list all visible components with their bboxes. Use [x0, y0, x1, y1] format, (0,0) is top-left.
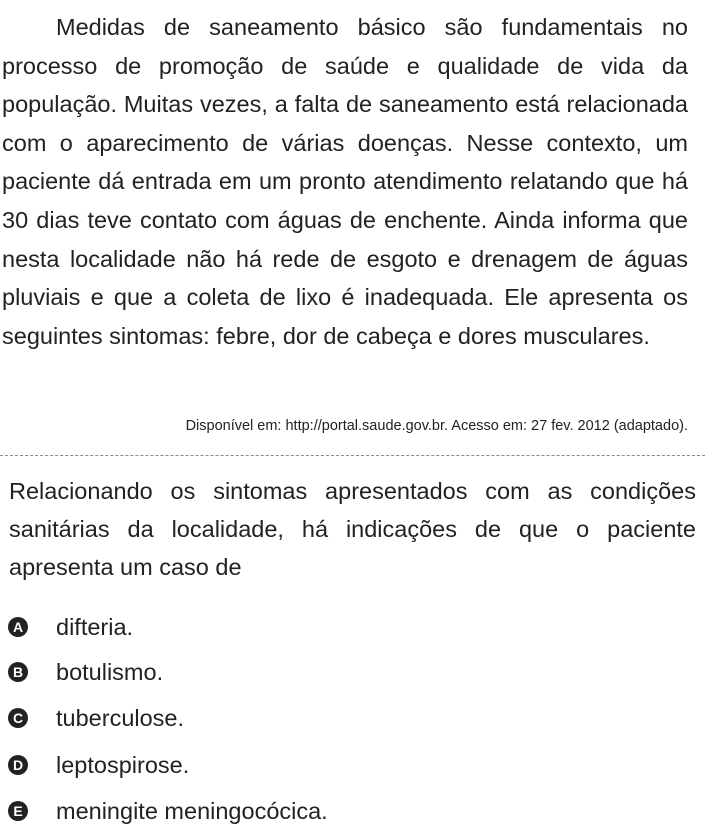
question-stem: Relacionando os sintomas apresentados com as condições sanitárias da localidade, há indicações de que o paciente apresenta um caso de	[9, 478, 696, 580]
option-c-letter-badge: C	[8, 708, 28, 728]
option-b-text: botulismo.	[56, 659, 164, 685]
dashed-divider	[0, 455, 705, 456]
option-d-text: leptospirose.	[56, 752, 190, 778]
option-a-letter-badge: A	[8, 617, 28, 637]
option-a-text: difteria.	[56, 614, 134, 640]
option-e-text: meningite meningocócica.	[56, 798, 328, 824]
passage-text: Medidas de saneamento básico são fundamentais no processo de promoção de saúde e qualidade de vida da população. Muitas vezes, a falta de saneamento está relacionada com o aparecimento de várias doenças. Nesse contexto, um paciente dá entrada em um pronto atendimento relatando que há 30 dias teve contato com águas de enchente. Ainda informa que nesta localidade não há rede de esgoto e drenagem de águas pluviais e que a coleta de lixo é inadequada. Ele apresenta os seguintes sintomas: febre, dor de cabeça e dores musculares.	[2, 14, 688, 349]
option-e-letter-badge: E	[8, 801, 28, 821]
option-b-letter-badge: B	[8, 662, 28, 682]
option-c-text: tuberculose.	[56, 705, 185, 731]
option-d-letter-badge: D	[8, 755, 28, 775]
source-citation: Disponível em: http://portal.saude.gov.br. Acesso em: 27 fev. 2012 (adaptado).	[185, 418, 688, 434]
